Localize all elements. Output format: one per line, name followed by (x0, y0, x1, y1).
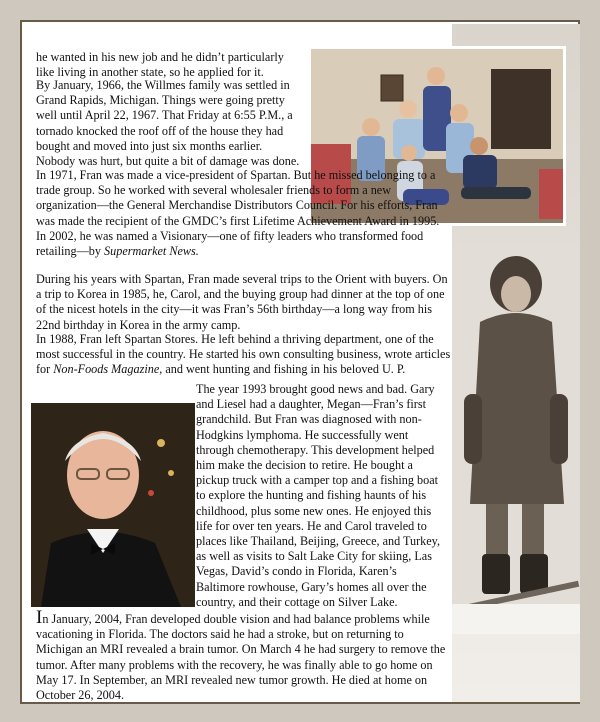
portrait-photo-art (31, 403, 195, 607)
paragraph-7-text: n January, 2004, Fran developed double vision and had balance problems while vacationing in Florida. The doctors said he had a stroke, but on returning to Michigan an MRI revealed a brain tumor. On March 4 he had surgery to remove the tumor. After many problems with the recovery, he was finally able to go home on May 17. In September, an MRI revealed new tumor growth. He died at home on October 26, 2004. (36, 612, 446, 703)
paragraph-5-text-b: , and went hunting and fishing in his beloved U. P. (159, 362, 406, 377)
paragraph-4: During his years with Spartan, Fran made several trips to the Orient with buyers. On a trip to Korea in 1985, he, Carol, and the buying group had dinner at the top of one of the nicest hotels in the city—it was Fran’s 56th birthday—a long way from his 22nd birthday in Korea in the army camp. (36, 272, 448, 332)
paragraph-3-publication: Supermarket News. (104, 244, 199, 259)
paragraph-6: The year 1993 brought good news and bad. Gary and Liesel had a daughter, Megan—Fran’s first grandchild. But Fran was diagnosed with non-Hodgkins lymphoma. He successfully went through chemotherapy. This development helped him make the decision to retire. He bought a pickup truck with a camper top and a fishing boat to explore the hunting and fishing haunts of his childhood, plus some new ones. He enjoyed this life for over ten years. He and Carol traveled to places like Thailand, Beijing, Greece, and Turkey, as well as visits to Salt Lake City for skiing, Las Vegas, David’s condo in Florida, Karen’s Baltimore rowhouse, Gary’s homes all over the country, and their cottage on Silver Lake. (196, 382, 441, 609)
paragraph-2: By January, 1966, the Willmes family was settled in Grand Rapids, Michigan. Things were going pretty well until April 22, 1967. That Friday at 6:55 P.M., a tornado knocked the roof off of the house they had bought and moved into just six months earlier. Nobody was hurt, but quite a bit of damage was done. (36, 78, 300, 169)
paragraph-3-text: In 1971, Fran was made a vice-president of Spartan. But he missed belonging to a trade group. So he worked with several wholesaler friends to form a new organization—the General Merchandise Distributors Council. For his efforts, Fran was made the recipient of the GMDC’s first Lifetime Achievement Award in 1995. In 2002, he was named a Visionary—one of fifty leaders who transformed food retailing—by (36, 168, 440, 259)
paragraph-5-publication: Non-Foods Magazine (53, 362, 160, 377)
paragraph-3 (36, 168, 452, 259)
page-frame (20, 20, 580, 704)
paragraph-5-text-a: In 1988, Fran left Spartan Stores. He left behind a thriving department, one of the most successful in the country. He started his own consulting business, wrote articles for (36, 332, 451, 377)
boy-in-snow-photo-art (452, 244, 580, 634)
paragraph-1: he wanted in his new job and he didn’t particularly like living in another state, so he applied for it. (36, 50, 284, 80)
boy-in-snow-photo (452, 244, 580, 634)
portrait-photo (28, 400, 198, 610)
paragraph-5 (36, 332, 452, 378)
drop-cap: I (36, 607, 43, 628)
paragraph-7 (36, 607, 446, 703)
